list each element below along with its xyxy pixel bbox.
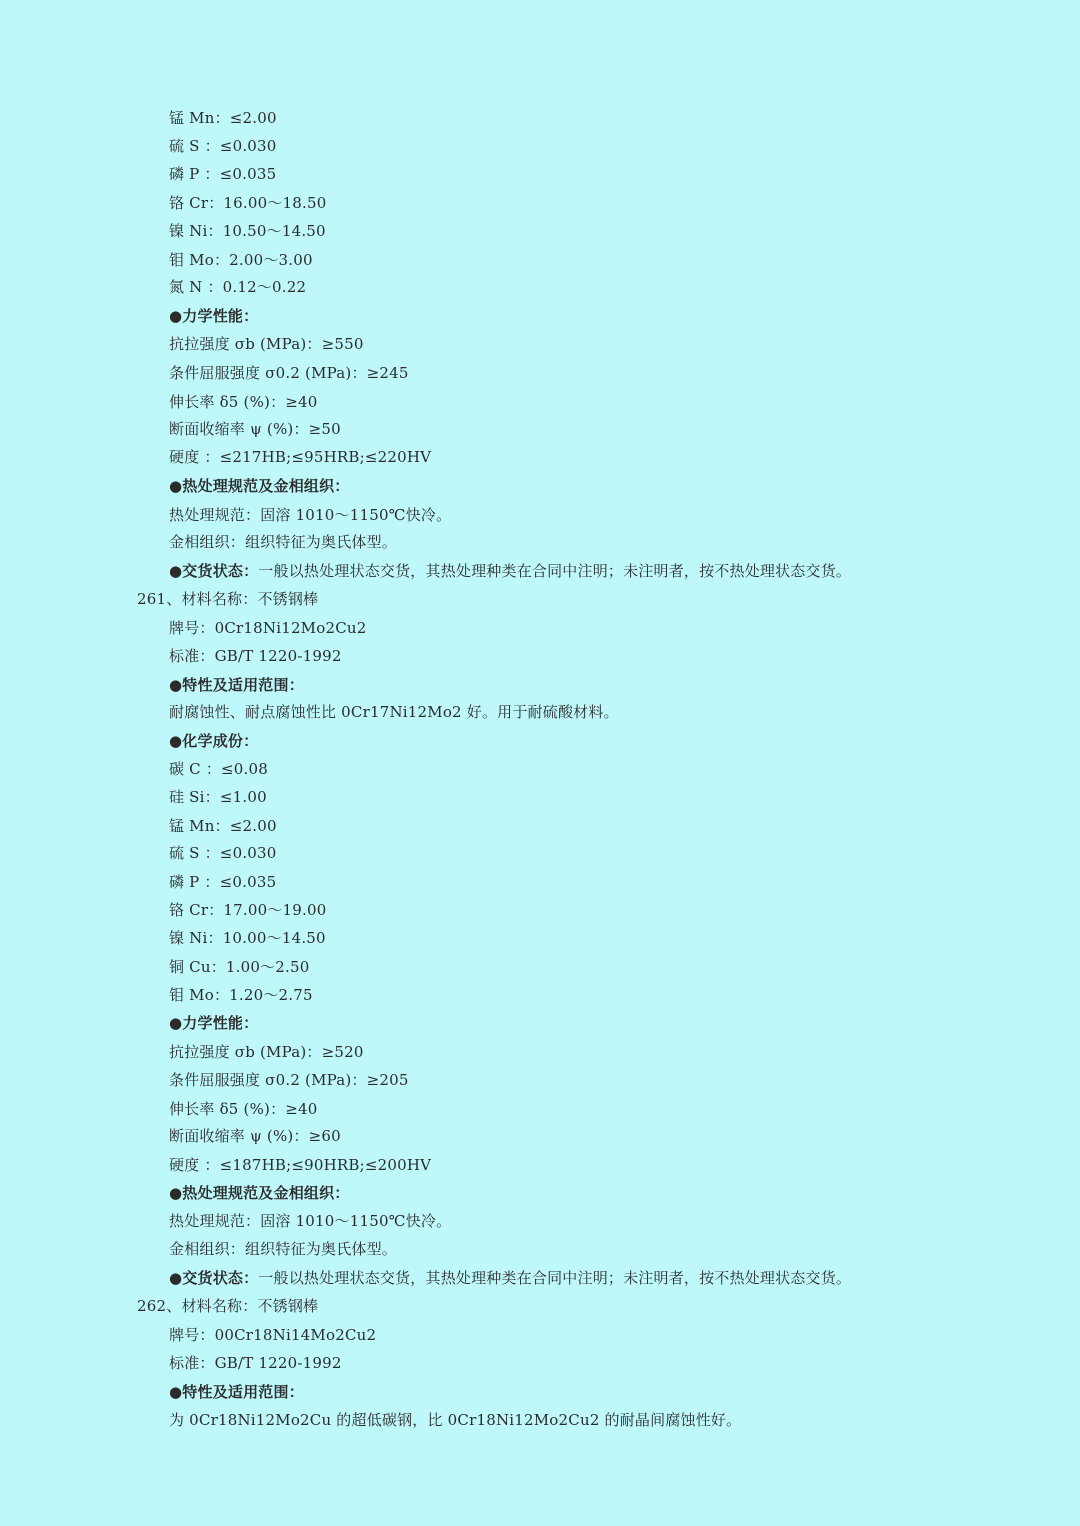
mech-line: 硬度 ：≤187HB;≤90HRB;≤200HV	[169, 1156, 432, 1174]
chem-line: 磷 P ：≤0.035	[169, 873, 277, 891]
chem-line: 硫 S ：≤0.030	[169, 137, 277, 155]
chem-line: 镍 Ni：10.00～14.50	[169, 929, 326, 947]
delivery-heading: ●交货状态：	[169, 562, 259, 580]
mech-line: 抗拉强度 σb (MPa)：≥550	[169, 335, 364, 353]
standard-line: 标准：GB/T 1220-1992	[169, 647, 342, 665]
delivery-text: 一般以热处理状态交货，其热处理种类在合同中注明；未注明者，按不热处理状态交货。	[258, 562, 852, 580]
section-heading-mechanical: ●力学性能：	[169, 1014, 259, 1032]
mech-line: 断面收缩率 ψ (%)：≥50	[169, 420, 341, 438]
chem-line: 碳 C ：≤0.08	[169, 760, 268, 778]
standard-line: 标准：GB/T 1220-1992	[169, 1354, 342, 1372]
chem-line: 锰 Mn：≤2.00	[169, 109, 277, 127]
mech-line: 断面收缩率 ψ (%)：≥60	[169, 1127, 341, 1145]
mech-line: 伸长率 δ5 (%)：≥40	[169, 393, 318, 411]
item-number: 261、	[137, 590, 182, 608]
chem-line: 镍 Ni：10.50～14.50	[169, 222, 326, 240]
grade-line: 牌号：0Cr18Ni12Mo2Cu2	[169, 619, 367, 637]
section-heading-feature: ●特性及适用范围：	[169, 676, 304, 694]
chem-line: 铬 Cr：16.00～18.50	[169, 194, 327, 212]
material-name: 材料名称：不锈钢棒	[181, 1297, 319, 1315]
section-heading-heat: ●热处理规范及金相组织：	[169, 477, 350, 495]
section-heading-mechanical: ●力学性能：	[169, 307, 259, 325]
item-title	[137, 1296, 318, 1316]
mech-line: 条件屈服强度 σ0.2 (MPa)：≥245	[169, 364, 409, 382]
heat-line: 热处理规范：固溶 1010～1150℃快冷。	[169, 1212, 452, 1230]
chem-line: 铬 Cr：17.00～19.00	[169, 901, 327, 919]
heat-line: 金相组织：组织特征为奥氏体型。	[169, 1240, 398, 1258]
feature-line: 耐腐蚀性、耐点腐蚀性比 0Cr17Ni12Mo2 好。用于耐硫酸材料。	[169, 703, 619, 721]
mech-line: 条件屈服强度 σ0.2 (MPa)：≥205	[169, 1071, 409, 1089]
delivery-line	[169, 561, 851, 581]
heat-line: 热处理规范：固溶 1010～1150℃快冷。	[169, 506, 452, 524]
item-number: 262、	[137, 1297, 182, 1315]
mech-line: 抗拉强度 σb (MPa)：≥520	[169, 1043, 364, 1061]
section-heading-feature: ●特性及适用范围：	[169, 1383, 304, 1401]
chem-line: 硫 S ：≤0.030	[169, 844, 277, 862]
delivery-text: 一般以热处理状态交货，其热处理种类在合同中注明；未注明者，按不热处理状态交货。	[258, 1269, 852, 1287]
section-heading-chemical: ●化学成份：	[169, 732, 259, 750]
chem-line: 磷 P ：≤0.035	[169, 165, 277, 183]
chem-line: 硅 Si：≤1.00	[169, 788, 267, 806]
mech-line: 硬度 ：≤217HB;≤95HRB;≤220HV	[169, 448, 432, 466]
grade-line: 牌号：00Cr18Ni14Mo2Cu2	[169, 1326, 377, 1344]
item-title	[137, 589, 318, 609]
chem-line: 锰 Mn：≤2.00	[169, 817, 277, 835]
feature-line: 为 0Cr18Ni12Mo2Cu 的超低碳钢，比 0Cr18Ni12Mo2Cu2 的耐晶间腐蚀性好。	[169, 1411, 742, 1429]
chem-line: 氮 N ：0.12～0.22	[169, 278, 307, 296]
mech-line: 伸长率 δ5 (%)：≥40	[169, 1100, 318, 1118]
chem-line: 铜 Cu：1.00～2.50	[169, 958, 310, 976]
chem-line: 钼 Mo：2.00～3.00	[169, 251, 313, 269]
delivery-line	[169, 1268, 851, 1288]
section-heading-heat: ●热处理规范及金相组织：	[169, 1184, 350, 1202]
delivery-heading: ●交货状态：	[169, 1269, 259, 1287]
material-name: 材料名称：不锈钢棒	[181, 590, 319, 608]
chem-line: 钼 Mo：1.20～2.75	[169, 986, 313, 1004]
heat-line: 金相组织：组织特征为奥氏体型。	[169, 533, 398, 551]
